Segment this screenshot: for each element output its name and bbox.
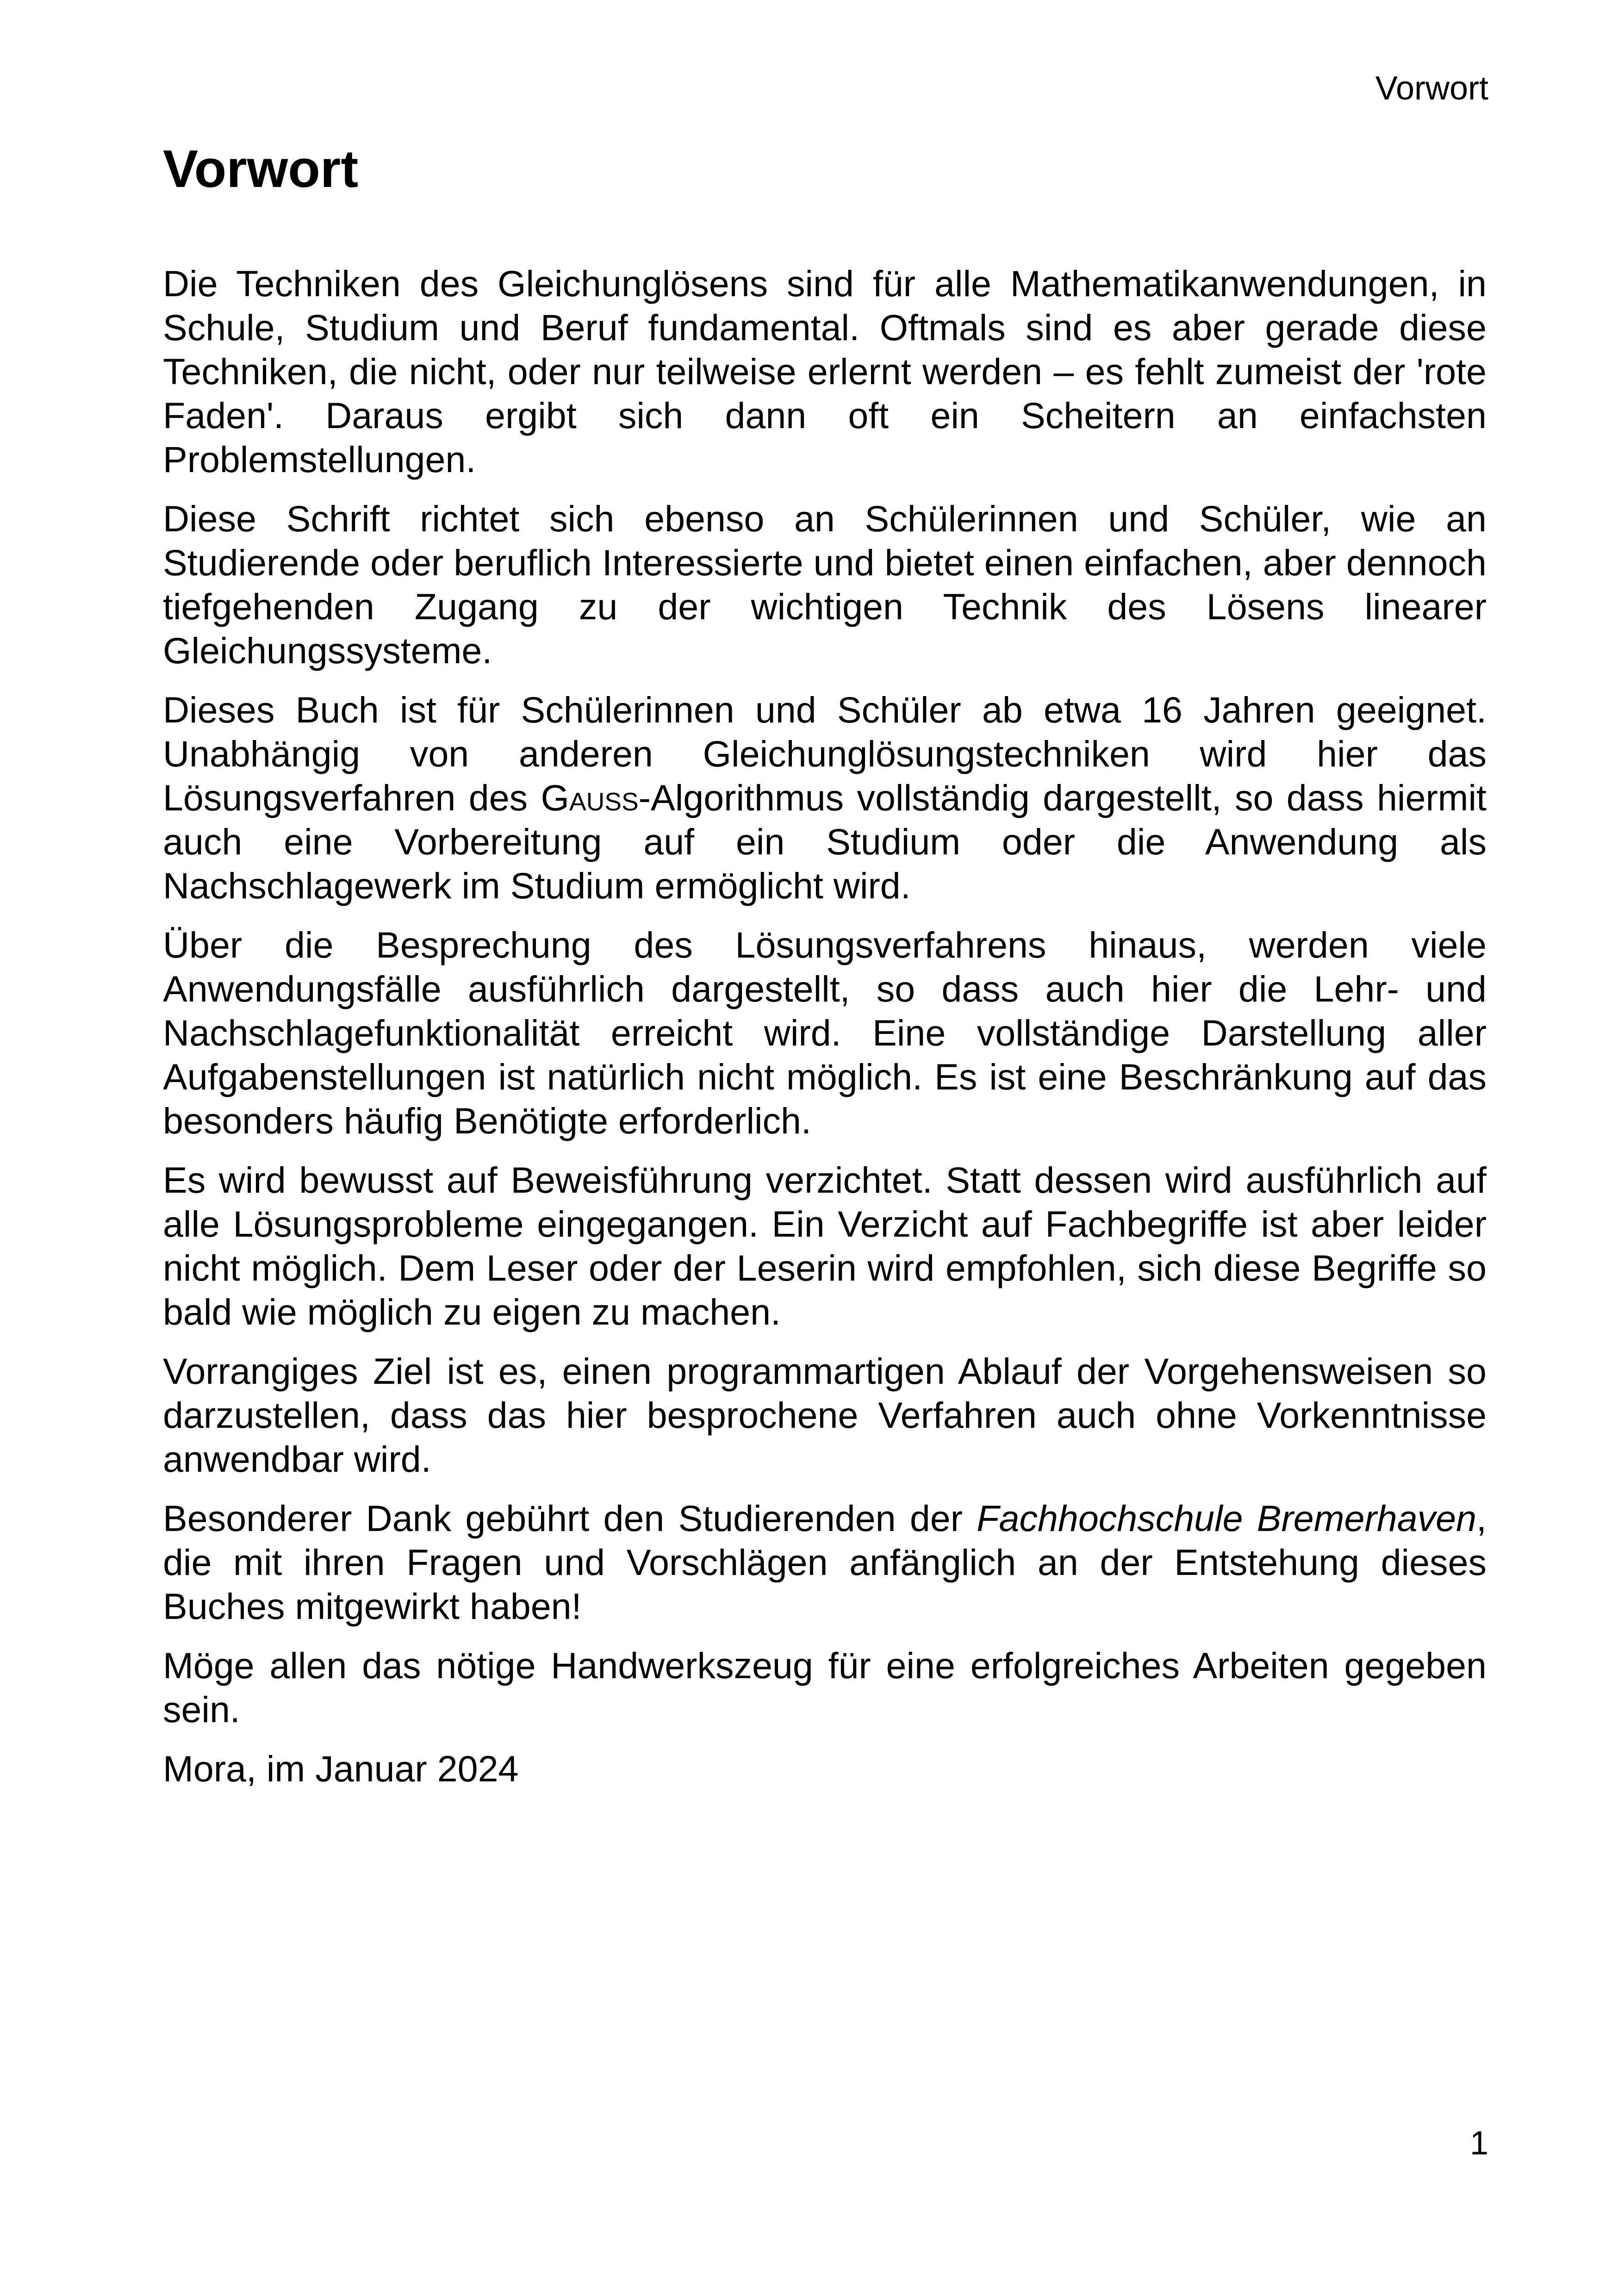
signature: Mora, im Januar 2024 bbox=[163, 1748, 519, 1789]
paragraph-7-part-a: Besonderer Dank gebührt den Studierenden der bbox=[163, 1498, 977, 1539]
paragraph-7-part-b: , die mit ihren Fragen und Vorschlägen anfänglich an der Entstehung dieses Buches mitgewirkt haben! bbox=[163, 1498, 1487, 1627]
paragraph-2: Diese Schrift richtet sich ebenso an Schülerinnen und Schüler, wie an Studierende oder beruflich Interessierte und bietet einen einfachen, aber dennoch tiefgehenden Zugang zu der wichtigen Technik des Lösens linearer Gleichungssysteme. bbox=[163, 498, 1487, 671]
page-number: 1 bbox=[1469, 2125, 1488, 2162]
paragraph-3 bbox=[163, 688, 1487, 908]
paragraph-3-part-b: -Algorithmus vollständig dargestellt, so dass hiermit auch eine Vorbereitung auf ein Studium oder die Anwendung als Nachschlagewerk im Studium ermöglicht wird. bbox=[163, 777, 1487, 906]
paragraph-7 bbox=[163, 1496, 1487, 1628]
page-title: Vorwort bbox=[163, 140, 359, 199]
paragraph-1: Die Techniken des Gleichunglösens sind für alle Mathematikanwendungen, in Schule, Studium und Beruf fundamental. Oftmals sind es aber gerade diese Techniken, die nicht, oder nur teilweise erlernt werden – es fehlt zumeist der 'rote Faden'. Daraus ergibt sich dann oft ein Scheitern an einfachsten Problemstellungen. bbox=[163, 263, 1487, 480]
paragraph-6: Vorrangiges Ziel ist es, einen programmartigen Ablauf der Vorgehensweisen so darzustellen, dass das hier besprochene Verfahren auch ohne Vorkenntnisse anwendbar wird. bbox=[163, 1350, 1487, 1480]
preface-body bbox=[163, 261, 1487, 1806]
gauss-name: Gauss bbox=[541, 777, 639, 818]
paragraph-8: Möge allen das nötige Handwerkszeug für eine erfolgreiches Arbeiten gegeben sein. bbox=[163, 1645, 1487, 1730]
paragraph-3-part-a: Dieses Buch ist für Schülerinnen und Schüler ab etwa 16 Jahren geeignet. Unabhängig von anderen Gleichunglösungstechniken wird hier das Lösungsverfahren des bbox=[163, 689, 1487, 818]
paragraph-4: Über die Besprechung des Lösungsverfahrens hinaus, werden viele Anwendungsfälle ausführlich dargestellt, so dass auch hier die Lehr- und Nachschlagefunktionalität erreicht wird. Eine vollständige Darstellung aller Aufgabenstellungen ist natürlich nicht möglich. Es ist eine Beschränkung auf das besonders häufig Benötigte erforderlich. bbox=[163, 924, 1487, 1141]
paragraph-5: Es wird bewusst auf Beweisführung verzichtet. Statt dessen wird ausführlich auf alle Lösungsprobleme eingegangen. Ein Verzicht auf Fachbegriffe ist aber leider nicht möglich. Dem Leser oder der Leserin wird empfohlen, sich diese Begriffe so bald wie möglich zu eigen zu machen. bbox=[163, 1159, 1487, 1332]
running-header: Vorwort bbox=[1375, 70, 1488, 107]
institution-name: Fachhochschule Bremerhaven bbox=[977, 1498, 1477, 1539]
